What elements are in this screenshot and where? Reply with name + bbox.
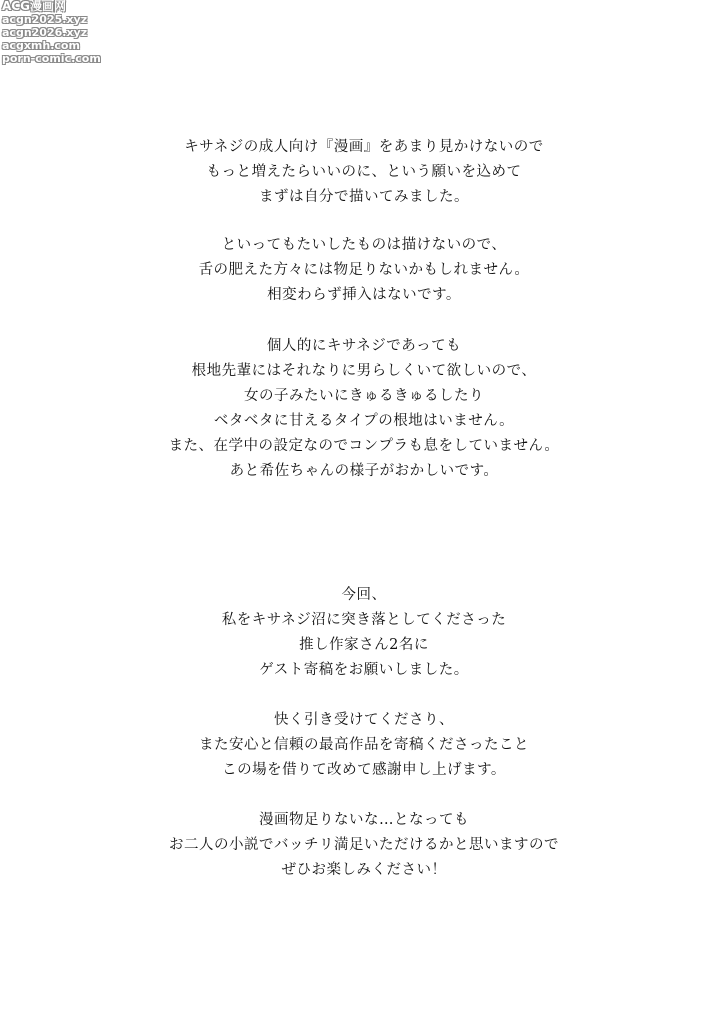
text-line: 快く引き受けてくださり、 [274,712,454,728]
text-line: 個人的にキサネジであっても [266,338,462,354]
text-line: ぜひお楽しみください！ [281,862,447,878]
text-line: ベタベタに甘えるタイプの根地はいません。 [213,413,515,429]
watermark-line: ACG漫画网 [2,0,66,13]
text-line: 女の子みたいにきゅるきゅるしたり [244,388,484,404]
text-line: この場を借りて改めて感謝申し上げます。 [222,762,506,778]
text-line: また、在学中の設定なのでコンプラも息をしていません。 [168,438,560,454]
text-line: あと希佐ちゃんの様子がおかしいです。 [229,463,499,479]
text-line: もっと増えたらいいのに、という願いを込めて [206,164,522,180]
afterword-paragraph [0,708,728,783]
text-line: 推し作家さん2名に [299,637,429,653]
afterword-paragraph [0,135,728,210]
watermark-line: acgn2025.xyz [2,13,88,26]
afterword-paragraph [0,583,728,683]
text-line: 相変わらず挿入はないです。 [267,287,461,303]
text-line: キサネジの成人向け『漫画』をあまり見かけないので [184,139,544,155]
text-line: また安心と信頼の最高作品を寄稿くださったこと [199,737,529,753]
site-watermark [2,0,112,65]
text-line: お二人の小説でバッチリ満足いただけるかと思いますので [169,837,559,853]
afterword-paragraph [0,334,728,484]
text-line: 私をキサネジ沼に突き落としてくださった [221,612,507,628]
afterword-paragraph [0,808,728,883]
watermark-line: acgxmh.com [2,39,80,52]
text-line: 舌の肥えた方々には物足りないかもしれません。 [198,262,530,278]
watermark-line: porn-comic.com [2,52,101,65]
text-line: 漫画物足りないな…となっても [259,812,469,828]
text-line: ゲスト寄稿をお願いしました。 [259,662,469,678]
watermark-line: acgn2026.xyz [2,26,88,39]
afterword-paragraph [0,233,728,308]
text-line: といってもたいしたものは描けないので、 [221,237,507,253]
text-line: まずは自分で描いてみました。 [259,189,469,205]
text-line: 今回、 [341,587,387,603]
text-line: 根地先輩にはそれなりに男らしくいて欲しいので、 [191,363,537,379]
